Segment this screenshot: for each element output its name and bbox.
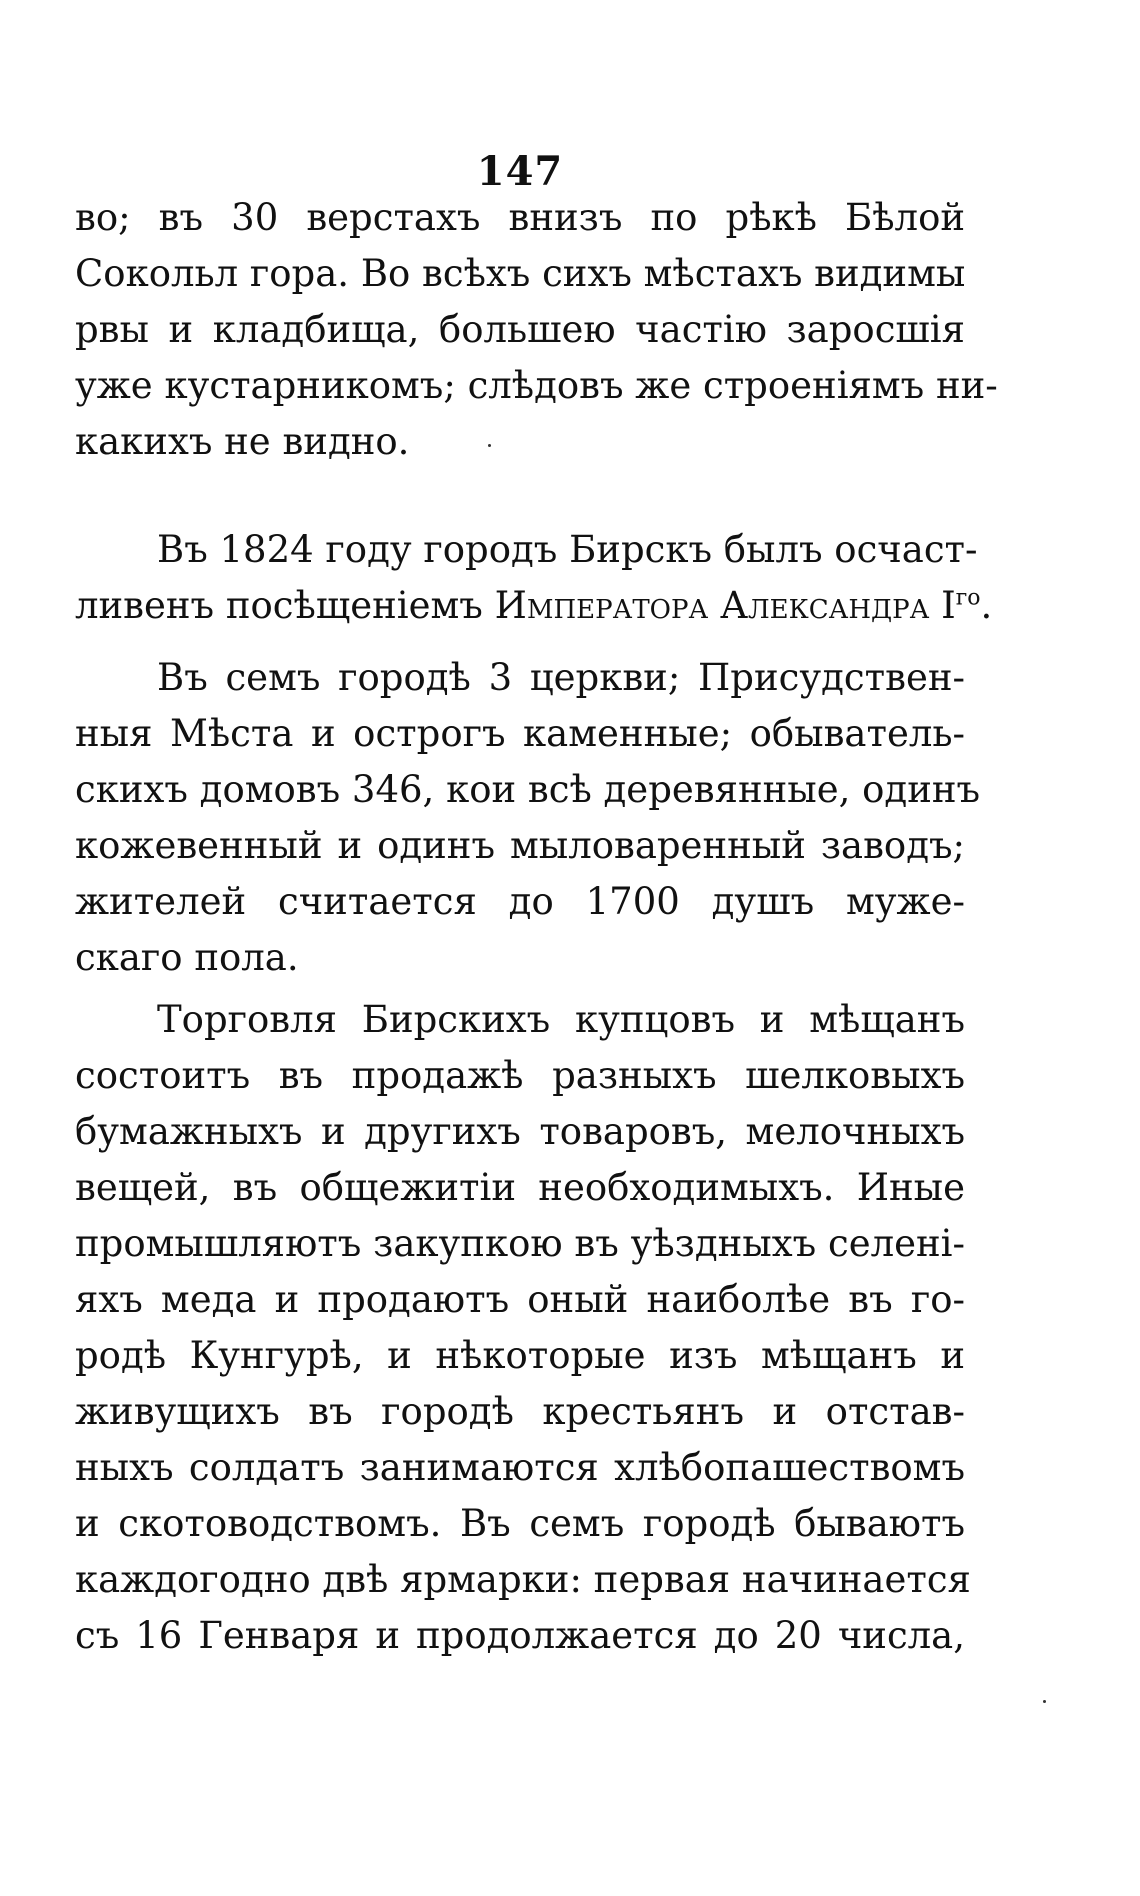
regnal-numeral: I (941, 584, 956, 627)
text-line: каждогодно двѣ ярмарки: первая начинается (75, 1558, 971, 1601)
text-line: кожевенный и одинъ мыловаренный заводъ; (75, 824, 965, 867)
text-line: промышляютъ закупкою въ уѣздныхъ селені- (75, 1222, 965, 1265)
text-line: яхъ меда и продаютъ оный наиболѣе въ го- (75, 1278, 965, 1321)
text-line: Въ 1824 году городъ Бирскъ былъ осчаст- (157, 528, 978, 571)
print-speck (1043, 1700, 1046, 1703)
emperor-name: Императора Александра (494, 584, 930, 627)
text-line: Въ семъ городѣ 3 церкви; Присудствен- (157, 656, 965, 699)
text-line: ныя Мѣста и острогъ каменные; обыватель- (75, 712, 965, 755)
text-line: родѣ Кунгурѣ, и нѣкоторые изъ мѣщанъ и (75, 1334, 965, 1377)
text-line: скихъ домовъ 346, кои всѣ деревянные, одинъ (75, 768, 981, 811)
text-line: жителей считается до 1700 душъ муже- (75, 880, 965, 923)
paragraph-2 (75, 522, 993, 634)
text-line: скаго пола. (75, 936, 299, 979)
text-line: и скотоводствомъ. Въ семъ городѣ бываютъ (75, 1502, 965, 1545)
ordinal-superscript: го (955, 585, 981, 611)
text-line: во; въ 30 верстахъ внизъ по рѣкѣ Бѣлой (75, 196, 965, 239)
text-line: вещей, въ общежитіи необходимыхъ. Иные (75, 1166, 965, 1209)
text-line: живущихъ въ городѣ крестьянъ и отстав- (75, 1390, 965, 1433)
text-run: ливенъ посѣщеніемъ (75, 584, 483, 627)
text-line: ныхъ солдатъ занимаются хлѣбопашествомъ (75, 1446, 965, 1489)
text-line: состоитъ въ продажѣ разныхъ шелковыхъ (75, 1054, 965, 1097)
text-line-emperor (75, 578, 993, 634)
period: . (980, 584, 993, 627)
text-line: съ 16 Генваря и продолжается до 20 числа, (75, 1614, 965, 1657)
text-line: Сокольл гора. Во всѣхъ сихъ мѣстахъ видимы (75, 252, 966, 295)
paragraph-4 (75, 992, 971, 1664)
text-line: Торговля Бирскихъ купцовъ и мѣщанъ (157, 998, 965, 1041)
print-speck (488, 444, 491, 447)
text-run (941, 584, 992, 627)
text-line: бумажныхъ и другихъ товаровъ, мелочныхъ (75, 1110, 965, 1153)
paragraph-3 (75, 650, 981, 986)
page-number: 147 (476, 148, 564, 195)
text-line: рвы и кладбища, большею частію заросшія (75, 308, 965, 351)
paragraph-1 (75, 190, 998, 470)
text-line: уже кустарникомъ; слѣдовъ же строеніямъ ни- (75, 364, 998, 407)
text-line: какихъ не видно. (75, 420, 410, 463)
